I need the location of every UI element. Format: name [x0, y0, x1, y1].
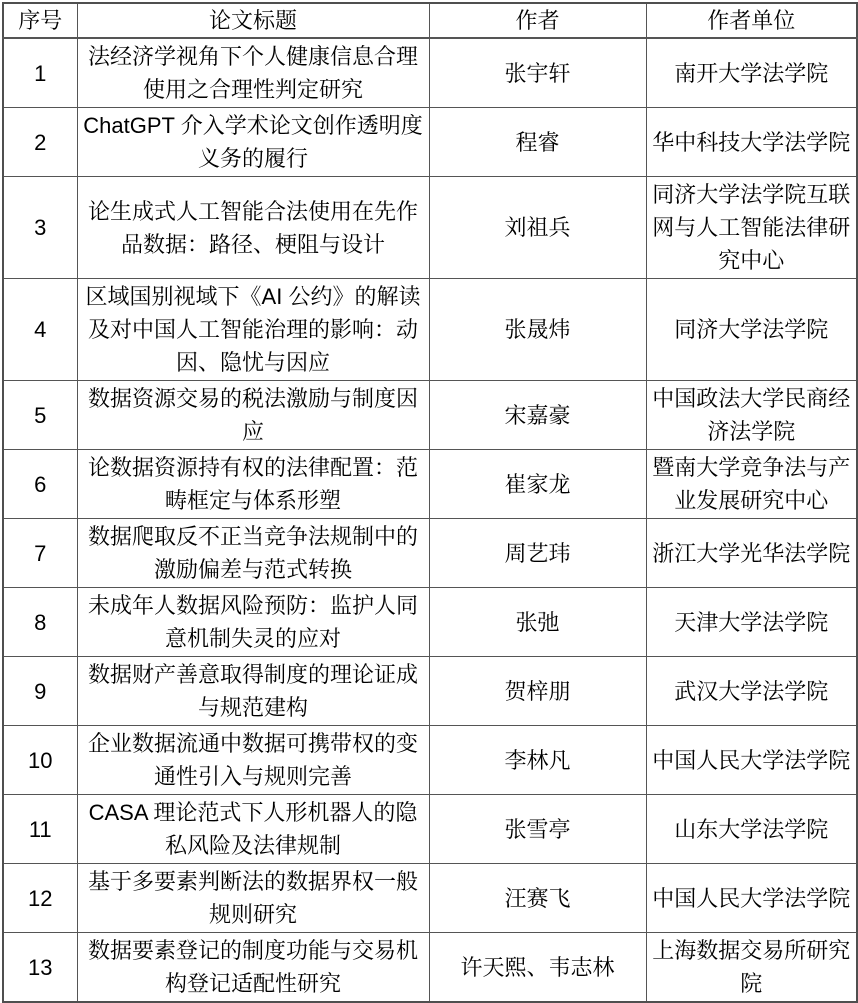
- affiliation-cell: 武汉大学法学院: [646, 657, 857, 726]
- author-cell: 刘祖兵: [429, 177, 646, 279]
- row-number-cell: 10: [3, 726, 77, 795]
- affiliation-cell: 中国人民大学法学院: [646, 726, 857, 795]
- affiliation-cell: 同济大学法学院互联网与人工智能法律研究中心: [646, 177, 857, 279]
- papers-table: [2, 2, 858, 1003]
- author-cell: 汪赛飞: [429, 864, 646, 933]
- affiliation-cell: 南开大学法学院: [646, 38, 857, 108]
- header-cell-title: 论文标题: [77, 3, 429, 38]
- table-row: [3, 519, 857, 588]
- paper-title-cell: 数据资源交易的税法激励与制度因应: [77, 381, 429, 450]
- row-number-cell: 1: [3, 38, 77, 108]
- affiliation-cell: 华中科技大学法学院: [646, 108, 857, 177]
- papers-table-header: [3, 3, 857, 38]
- paper-title-cell: ChatGPT 介入学术论文创作透明度义务的履行: [77, 108, 429, 177]
- affiliation-cell: 同济大学法学院: [646, 279, 857, 381]
- author-cell: 张宇轩: [429, 38, 646, 108]
- table-row: [3, 279, 857, 381]
- row-number-cell: 12: [3, 864, 77, 933]
- papers-table-body: [3, 38, 857, 1002]
- row-number-cell: 13: [3, 933, 77, 1003]
- paper-title-cell: CASA 理论范式下人形机器人的隐私风险及法律规制: [77, 795, 429, 864]
- table-row: [3, 177, 857, 279]
- row-number-cell: 5: [3, 381, 77, 450]
- author-cell: 程睿: [429, 108, 646, 177]
- paper-title-cell: 企业数据流通中数据可携带权的变通性引入与规则完善: [77, 726, 429, 795]
- paper-title-cell: 未成年人数据风险预防：监护人同意机制失灵的应对: [77, 588, 429, 657]
- author-cell: 崔家龙: [429, 450, 646, 519]
- table-row: [3, 726, 857, 795]
- header-cell-author: 作者: [429, 3, 646, 38]
- row-number-cell: 7: [3, 519, 77, 588]
- row-number-cell: 2: [3, 108, 77, 177]
- affiliation-cell: 中国人民大学法学院: [646, 864, 857, 933]
- table-row: [3, 108, 857, 177]
- row-number-cell: 6: [3, 450, 77, 519]
- table-row: [3, 450, 857, 519]
- table-row: [3, 381, 857, 450]
- paper-title-cell: 基于多要素判断法的数据界权一般规则研究: [77, 864, 429, 933]
- affiliation-cell: 浙江大学光华法学院: [646, 519, 857, 588]
- affiliation-cell: 山东大学法学院: [646, 795, 857, 864]
- author-cell: 张晟炜: [429, 279, 646, 381]
- table-row: [3, 795, 857, 864]
- author-cell: 贺梓朋: [429, 657, 646, 726]
- row-number-cell: 4: [3, 279, 77, 381]
- paper-title-cell: 论生成式人工智能合法使用在先作品数据：路径、梗阻与设计: [77, 177, 429, 279]
- author-cell: 许天熙、韦志林: [429, 933, 646, 1003]
- table-row: [3, 588, 857, 657]
- header-cell-number: 序号: [3, 3, 77, 38]
- paper-title-cell: 数据财产善意取得制度的理论证成与规范建构: [77, 657, 429, 726]
- row-number-cell: 8: [3, 588, 77, 657]
- author-cell: 张雪亭: [429, 795, 646, 864]
- paper-title-cell: 区域国别视域下《AI 公约》的解读及对中国人工智能治理的影响：动因、隐忧与因应: [77, 279, 429, 381]
- affiliation-cell: 上海数据交易所研究院: [646, 933, 857, 1003]
- paper-title-cell: 数据要素登记的制度功能与交易机构登记适配性研究: [77, 933, 429, 1003]
- author-cell: 周艺玮: [429, 519, 646, 588]
- row-number-cell: 11: [3, 795, 77, 864]
- table-row: [3, 38, 857, 108]
- author-cell: 宋嘉豪: [429, 381, 646, 450]
- author-cell: 李林凡: [429, 726, 646, 795]
- header-row: [3, 3, 857, 38]
- paper-title-cell: 数据爬取反不正当竞争法规制中的激励偏差与范式转换: [77, 519, 429, 588]
- affiliation-cell: 暨南大学竞争法与产业发展研究中心: [646, 450, 857, 519]
- table-row: [3, 657, 857, 726]
- row-number-cell: 3: [3, 177, 77, 279]
- row-number-cell: 9: [3, 657, 77, 726]
- paper-title-cell: 论数据资源持有权的法律配置：范畴框定与体系形塑: [77, 450, 429, 519]
- affiliation-cell: 天津大学法学院: [646, 588, 857, 657]
- affiliation-cell: 中国政法大学民商经济法学院: [646, 381, 857, 450]
- author-cell: 张弛: [429, 588, 646, 657]
- table-row: [3, 864, 857, 933]
- header-cell-affiliation: 作者单位: [646, 3, 857, 38]
- table-row: [3, 933, 857, 1003]
- paper-title-cell: 法经济学视角下个人健康信息合理使用之合理性判定研究: [77, 38, 429, 108]
